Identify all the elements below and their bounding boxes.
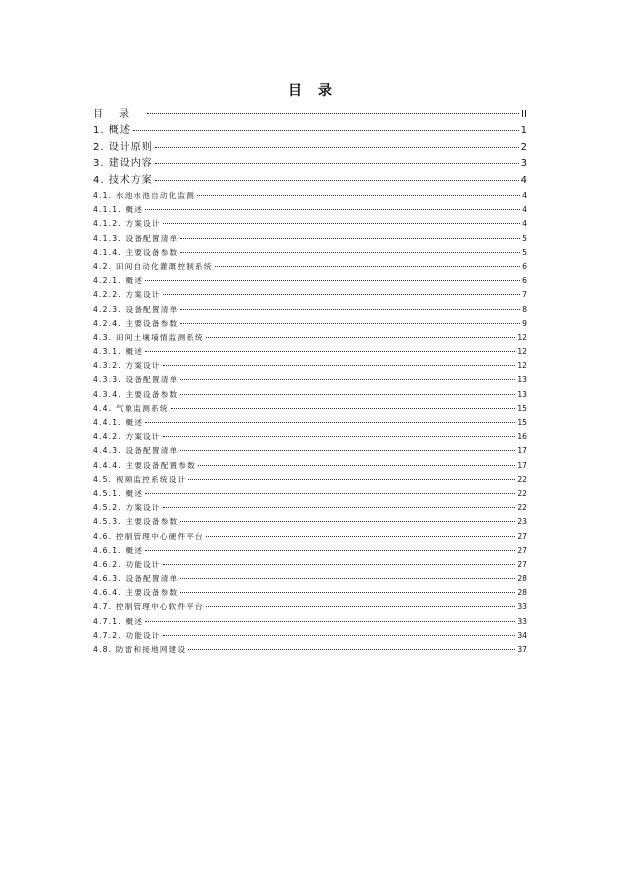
- toc-dot-leader: [155, 147, 519, 148]
- toc-entry-page-number: 13: [517, 389, 527, 399]
- toc-entry-label: 2. 设计原则: [93, 141, 153, 153]
- toc-dot-leader: [180, 379, 515, 380]
- toc-entry-label: 4.1.2. 方案设计: [93, 219, 161, 229]
- toc-entry-label: 4.5.3. 主要设备参数: [93, 517, 179, 527]
- toc-entry-page-number: 4: [522, 205, 527, 215]
- toc-dot-leader: [145, 493, 515, 494]
- toc-entry[interactable]: [93, 558, 527, 572]
- toc-entry[interactable]: [93, 274, 527, 288]
- toc-entry[interactable]: [93, 173, 527, 190]
- toc-entry-page-number: 12: [517, 332, 527, 342]
- toc-entry-page-number: 13: [517, 375, 527, 385]
- toc-entry-label: 4.4.4. 主要设备配置参数: [93, 460, 196, 470]
- toc-dot-leader: [180, 238, 520, 239]
- toc-entry-page-number: 9: [522, 318, 527, 328]
- toc-dot-leader: [171, 408, 516, 409]
- toc-entry-page-number: 15: [517, 403, 527, 413]
- toc-dot-leader: [163, 507, 516, 508]
- toc-entry[interactable]: [93, 402, 527, 416]
- toc-dot-leader: [206, 536, 515, 537]
- toc-dot-leader: [180, 592, 515, 593]
- toc-entry[interactable]: [93, 388, 527, 402]
- toc-entry-page-number: 4: [522, 219, 527, 229]
- toc-entry[interactable]: [93, 530, 527, 544]
- toc-dot-leader: [145, 280, 520, 281]
- toc-dot-leader: [180, 450, 515, 451]
- toc-dot-leader: [145, 621, 515, 622]
- toc-entry-page-number: 17: [517, 446, 527, 456]
- toc-dot-leader: [180, 394, 515, 395]
- toc-entry-page-number: 17: [517, 460, 527, 470]
- toc-entry[interactable]: [93, 629, 527, 643]
- toc-entry[interactable]: [93, 643, 527, 657]
- toc-dot-leader: [206, 337, 515, 338]
- toc-entry-label: 4.7. 控制管理中心软件平台: [93, 602, 204, 612]
- toc-entry[interactable]: [93, 515, 527, 529]
- toc-entry[interactable]: [93, 359, 527, 373]
- toc-dot-leader: [145, 550, 515, 551]
- toc-entry-label: 4.8. 防雷和接地网建设: [93, 645, 187, 654]
- toc-entry-page-number: 28: [517, 574, 527, 584]
- toc-dot-leader: [188, 479, 515, 480]
- toc-entry-page-number: 6: [522, 276, 527, 286]
- toc-dot-leader: [163, 294, 520, 295]
- toc-entry-label: 4.5. 视频监控系统设计: [93, 474, 187, 484]
- toc-entry-label: 4.6.4. 主要设备参数: [93, 588, 179, 598]
- toc-entry-label: 4.2.1. 概述: [93, 276, 144, 286]
- toc-entry-label: 4.4.2. 方案设计: [93, 432, 161, 442]
- toc-entry-page-number: 15: [517, 418, 527, 427]
- toc-entry[interactable]: [93, 246, 527, 260]
- toc-dot-leader: [215, 266, 521, 267]
- toc-entry[interactable]: [93, 331, 527, 345]
- toc-entry-label: 4.6.3. 设备配置清单: [93, 574, 179, 584]
- toc-dot-leader: [163, 436, 516, 437]
- toc-entry-label: 4.3.1. 概述: [93, 347, 144, 357]
- toc-dot-leader: [163, 635, 516, 636]
- toc-dot-leader: [180, 309, 520, 310]
- toc-entry-label: 目录: [93, 109, 145, 120]
- toc-entry[interactable]: [93, 232, 527, 246]
- toc-dot-leader: [198, 465, 515, 466]
- toc-dot-leader: [147, 113, 519, 114]
- toc-entry-page-number: 3: [520, 158, 527, 169]
- toc-entry-page-number: 27: [517, 531, 527, 541]
- toc-entry[interactable]: [93, 303, 527, 317]
- toc-entry-label: 4.5.2. 方案设计: [93, 503, 161, 513]
- toc-entry-label: 1. 概述: [93, 125, 131, 136]
- toc-dot-leader: [163, 223, 520, 224]
- toc-entry-page-number: 23: [517, 517, 527, 527]
- toc-entry-label: 4.7.2. 功能设计: [93, 630, 161, 640]
- toc-entry-page-number: 12: [517, 361, 527, 371]
- toc-entry[interactable]: [93, 140, 527, 157]
- toc-entry-label: 4.3.3. 设备配置清单: [93, 375, 179, 385]
- toc-entry-label: 4.5.1. 概述: [93, 488, 144, 498]
- toc-entry-page-number: 7: [522, 290, 527, 300]
- toc-entry[interactable]: [93, 487, 527, 501]
- toc-entry-label: 3. 建设内容: [93, 158, 153, 169]
- toc-entry[interactable]: [93, 107, 527, 123]
- toc-entry[interactable]: [93, 260, 527, 274]
- toc-dot-leader: [180, 578, 515, 579]
- toc-entry-label: 4.1.4. 主要设备参数: [93, 247, 179, 257]
- page-title: 目录: [288, 83, 348, 99]
- toc-entry[interactable]: [93, 288, 527, 302]
- toc-entry[interactable]: [93, 189, 527, 203]
- toc-entry[interactable]: [93, 473, 527, 487]
- toc-entry[interactable]: [93, 501, 527, 515]
- toc-dot-leader: [206, 606, 515, 607]
- toc-entry[interactable]: [93, 586, 527, 600]
- toc-dot-leader: [133, 130, 519, 131]
- toc-entry-page-number: 1: [520, 125, 527, 136]
- toc-entry[interactable]: [93, 317, 527, 331]
- toc-entry-label: 4.2.4. 主要设备参数: [93, 318, 179, 328]
- toc-entry-label: 4.1.1. 概述: [93, 205, 144, 215]
- toc-entry-page-number: 5: [522, 233, 527, 243]
- toc-entry-page-number: 4: [520, 174, 527, 186]
- toc-dot-leader: [188, 649, 515, 650]
- toc-entry-page-number: 4: [522, 191, 527, 200]
- toc-dot-leader: [155, 180, 519, 181]
- toc-dot-leader: [145, 351, 515, 352]
- toc-entry[interactable]: [93, 459, 527, 473]
- toc-entry-label: 4.4.3. 设备配置清单: [93, 446, 179, 456]
- toc-entry-page-number: 34: [517, 630, 527, 640]
- toc-entry[interactable]: [93, 156, 527, 173]
- toc-dot-leader: [197, 195, 520, 196]
- toc-entry-label: 4.6.2. 功能设计: [93, 559, 161, 569]
- toc-entry[interactable]: [93, 430, 527, 444]
- toc-entry-label: 4.2. 田间自动化灌溉控制系统: [93, 261, 213, 271]
- toc-entry-label: 4.4. 气象监测系统: [93, 403, 169, 413]
- toc-entry[interactable]: [93, 444, 527, 458]
- toc-entry-page-number: 8: [522, 304, 527, 314]
- toc-entry-page-number: 37: [517, 645, 527, 654]
- toc-entry-label: 4.3.4. 主要设备参数: [93, 389, 179, 399]
- toc-dot-leader: [180, 521, 515, 522]
- toc-entry-label: 4.2.3. 设备配置清单: [93, 304, 179, 314]
- toc-entry-page-number: 22: [517, 503, 527, 513]
- toc-dot-leader: [163, 564, 516, 565]
- toc-entry-page-number: 5: [522, 247, 527, 257]
- table-of-contents: [93, 107, 527, 657]
- toc-entry-label: 4.3.2. 方案设计: [93, 361, 161, 371]
- toc-entry-label: 4.1. 水池水池自动化监测: [93, 191, 196, 200]
- toc-dot-leader: [180, 252, 520, 253]
- toc-entry[interactable]: [93, 615, 527, 629]
- toc-entry-label: 4.3. 田间土壤墒情监测系统: [93, 332, 204, 342]
- toc-entry-label: 4.2.2. 方案设计: [93, 290, 161, 300]
- toc-entry-label: 4.7.1. 概述: [93, 616, 144, 626]
- toc-entry-page-number: 22: [517, 474, 527, 484]
- toc-entry-page-number: II: [521, 109, 527, 120]
- toc-dot-leader: [163, 365, 516, 366]
- toc-entry[interactable]: [93, 544, 527, 558]
- toc-entry-page-number: 33: [517, 616, 527, 626]
- toc-dot-leader: [145, 209, 520, 210]
- toc-entry[interactable]: [93, 217, 527, 231]
- toc-entry-label: 4.4.1. 概述: [93, 418, 144, 427]
- toc-dot-leader: [155, 163, 519, 164]
- toc-entry-page-number: 27: [517, 559, 527, 569]
- toc-entry[interactable]: [93, 123, 527, 140]
- toc-dot-leader: [145, 422, 515, 423]
- toc-entry[interactable]: [93, 203, 527, 217]
- toc-entry-page-number: 6: [522, 261, 527, 271]
- toc-entry[interactable]: [93, 373, 527, 387]
- toc-entry-page-number: 16: [517, 432, 527, 442]
- toc-entry-label: 4.6.1. 概述: [93, 545, 144, 555]
- toc-entry-page-number: 27: [517, 545, 527, 555]
- toc-dot-leader: [180, 323, 520, 324]
- toc-entry-page-number: 12: [517, 347, 527, 357]
- toc-entry-page-number: 28: [517, 588, 527, 598]
- toc-entry-label: 4.1.3. 设备配置清单: [93, 233, 179, 243]
- toc-entry-label: 4.6. 控制管理中心硬件平台: [93, 531, 204, 541]
- toc-entry-page-number: 2: [520, 141, 527, 153]
- toc-entry[interactable]: [93, 416, 527, 430]
- toc-entry[interactable]: [93, 572, 527, 586]
- toc-entry[interactable]: [93, 600, 527, 614]
- toc-entry-page-number: 22: [517, 488, 527, 498]
- toc-entry-page-number: 33: [517, 602, 527, 612]
- toc-entry[interactable]: [93, 345, 527, 359]
- toc-entry-label: 4. 技术方案: [93, 174, 153, 186]
